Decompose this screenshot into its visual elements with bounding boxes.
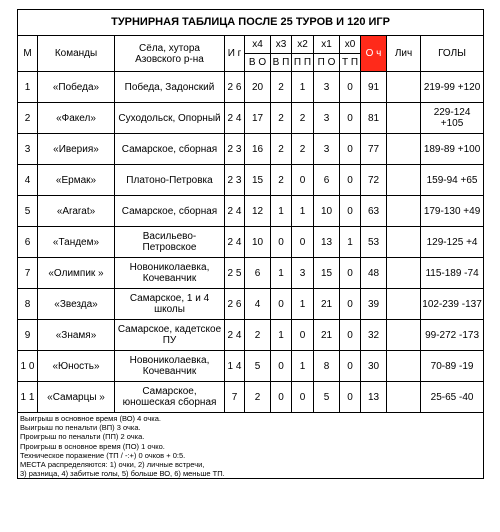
points-cell: 39 (361, 289, 387, 320)
games-cell: 2 4 (225, 227, 245, 258)
tp-cell: 0 (340, 320, 361, 351)
vo-cell: 12 (245, 196, 271, 227)
header-points: О ч (361, 36, 387, 72)
tp-cell: 0 (340, 103, 361, 134)
pp-cell: 0 (292, 320, 314, 351)
header-personal: Лич (387, 36, 421, 72)
team-cell: «Юность» (38, 351, 115, 382)
header-vo: В О (245, 54, 271, 72)
table-row (18, 103, 484, 134)
points-cell: 81 (361, 103, 387, 134)
games-cell: 2 3 (225, 134, 245, 165)
note-line: Проигрыш в основное время (ПО) 1 очко. (20, 441, 165, 451)
points-cell: 91 (361, 72, 387, 103)
po-cell: 10 (314, 196, 340, 227)
team-cell: «Ермак» (38, 165, 115, 196)
table-row (18, 351, 484, 382)
pp-cell: 2 (292, 134, 314, 165)
tp-cell: 0 (340, 351, 361, 382)
pp-cell: 1 (292, 196, 314, 227)
village-cell: Самарское, сборная (115, 196, 225, 227)
place-cell: 5 (18, 196, 38, 227)
po-cell: 21 (314, 320, 340, 351)
personal-cell (387, 165, 421, 196)
tp-cell: 0 (340, 196, 361, 227)
points-cell: 48 (361, 258, 387, 289)
points-cell: 72 (361, 165, 387, 196)
games-cell: 2 5 (225, 258, 245, 289)
table-row (18, 258, 484, 289)
personal-cell (387, 320, 421, 351)
team-cell: «Иверия» (38, 134, 115, 165)
personal-cell (387, 258, 421, 289)
vo-cell: 16 (245, 134, 271, 165)
team-cell: «Ararat» (38, 196, 115, 227)
pp-cell: 0 (292, 165, 314, 196)
place-cell: 1 1 (18, 382, 38, 413)
po-cell: 3 (314, 103, 340, 134)
table-row (18, 289, 484, 320)
games-cell: 2 4 (225, 196, 245, 227)
vp-cell: 2 (271, 134, 292, 165)
vp-cell: 0 (271, 382, 292, 413)
note-line: Техническое поражение (ТП / -:+) 0 очков + 0:5. (20, 450, 186, 460)
goals-cell: 70-89 -19 (421, 351, 484, 382)
vo-cell: 4 (245, 289, 271, 320)
place-cell: 3 (18, 134, 38, 165)
personal-cell (387, 72, 421, 103)
tp-cell: 0 (340, 72, 361, 103)
vp-cell: 1 (271, 196, 292, 227)
village-cell: Платоно-Петровка (115, 165, 225, 196)
header-goals: ГОЛЫ (421, 36, 484, 72)
vo-cell: 5 (245, 351, 271, 382)
tp-cell: 0 (340, 382, 361, 413)
place-cell: 6 (18, 227, 38, 258)
goals-cell: 129-125 +4 (421, 227, 484, 258)
table-row (18, 196, 484, 227)
games-cell: 2 4 (225, 320, 245, 351)
vp-cell: 2 (271, 72, 292, 103)
header-x0: х0 (340, 36, 361, 54)
pp-cell: 0 (292, 382, 314, 413)
note-line: Выигрыш в основное время (ВО) 4 очка. (20, 414, 161, 423)
team-cell: «Звезда» (38, 289, 115, 320)
table-title: ТУРНИРНАЯ ТАБЛИЦА ПОСЛЕ 25 ТУРОВ И 120 ИГР (18, 10, 484, 36)
place-cell: 8 (18, 289, 38, 320)
team-cell: «Победа» (38, 72, 115, 103)
village-cell: Победа, Задонский (115, 72, 225, 103)
vp-cell: 2 (271, 103, 292, 134)
po-cell: 8 (314, 351, 340, 382)
header-x2: х2 (292, 36, 314, 54)
header-po: П О (314, 54, 340, 72)
games-cell: 2 6 (225, 72, 245, 103)
table-row (18, 227, 484, 258)
personal-cell (387, 351, 421, 382)
tp-cell: 0 (340, 165, 361, 196)
village-cell: Васильево-Петровское (115, 227, 225, 258)
points-cell: 32 (361, 320, 387, 351)
personal-cell (387, 289, 421, 320)
po-cell: 15 (314, 258, 340, 289)
team-cell: «Факел» (38, 103, 115, 134)
games-cell: 7 (225, 382, 245, 413)
vo-cell: 2 (245, 320, 271, 351)
pp-cell: 1 (292, 289, 314, 320)
note-line: МЕСТА распределяются: 1) очки, 2) личные встречи, (20, 460, 205, 470)
games-cell: 2 6 (225, 289, 245, 320)
games-cell: 2 4 (225, 103, 245, 134)
po-cell: 5 (314, 382, 340, 413)
team-cell: «Олимпик » (38, 258, 115, 289)
place-cell: 7 (18, 258, 38, 289)
points-cell: 77 (361, 134, 387, 165)
po-cell: 21 (314, 289, 340, 320)
vo-cell: 20 (245, 72, 271, 103)
vp-cell: 2 (271, 165, 292, 196)
table-row (18, 382, 484, 413)
note-line: Выигрыш по пенальти (ВП) 3 очка. (20, 423, 141, 433)
note-line: Проигрыш по пенальти (ПП) 2 очка. (20, 432, 145, 442)
games-cell: 2 3 (225, 165, 245, 196)
pp-cell: 0 (292, 227, 314, 258)
header-x1: х1 (314, 36, 340, 54)
header-x3: х3 (271, 36, 292, 54)
tp-cell: 0 (340, 289, 361, 320)
vp-cell: 0 (271, 351, 292, 382)
po-cell: 3 (314, 72, 340, 103)
village-cell: Самарское, 1 и 4 школы (115, 289, 225, 320)
header-vp: В П (271, 54, 292, 72)
points-cell: 13 (361, 382, 387, 413)
po-cell: 6 (314, 165, 340, 196)
table-row (18, 320, 484, 351)
header-m: М (18, 36, 38, 72)
team-cell: «Знамя» (38, 320, 115, 351)
goals-cell: 102-239 -137 (421, 289, 484, 320)
games-cell: 1 4 (225, 351, 245, 382)
place-cell: 1 0 (18, 351, 38, 382)
village-cell: Суходольск, Опорный (115, 103, 225, 134)
village-cell: Самарское, сборная (115, 134, 225, 165)
place-cell: 2 (18, 103, 38, 134)
goals-cell: 179-130 +49 (421, 196, 484, 227)
village-cell: Самарское, кадетское ПУ (115, 320, 225, 351)
pp-cell: 3 (292, 258, 314, 289)
vo-cell: 17 (245, 103, 271, 134)
place-cell: 1 (18, 72, 38, 103)
header-tp: Т П (340, 54, 361, 72)
points-cell: 30 (361, 351, 387, 382)
header-team: Команды (38, 36, 115, 72)
goals-cell: 115-189 -74 (421, 258, 484, 289)
goals-cell: 219-99 +120 (421, 72, 484, 103)
standings-table (17, 9, 484, 479)
place-cell: 9 (18, 320, 38, 351)
tp-cell: 0 (340, 134, 361, 165)
pp-cell: 2 (292, 103, 314, 134)
place-cell: 4 (18, 165, 38, 196)
tp-cell: 0 (340, 258, 361, 289)
table-row (18, 165, 484, 196)
personal-cell (387, 196, 421, 227)
personal-cell (387, 103, 421, 134)
pp-cell: 1 (292, 351, 314, 382)
vp-cell: 0 (271, 227, 292, 258)
goals-cell: 229-124 +105 (421, 103, 484, 134)
village-cell: Самарское, юношеская сборная (115, 382, 225, 413)
note-line: 3) разница, 4) забитые голы, 5) больше ВО, 6) меньше ТП. (20, 469, 225, 479)
goals-cell: 159-94 +65 (421, 165, 484, 196)
team-cell: «Самарцы » (38, 382, 115, 413)
goals-cell: 189-89 +100 (421, 134, 484, 165)
header-pp: П П (292, 54, 314, 72)
vp-cell: 1 (271, 320, 292, 351)
village-cell: Новониколаевка, Кочеванчик (115, 258, 225, 289)
po-cell: 3 (314, 134, 340, 165)
goals-cell: 25-65 -40 (421, 382, 484, 413)
team-cell: «Тандем» (38, 227, 115, 258)
table-row (18, 72, 484, 103)
vp-cell: 0 (271, 289, 292, 320)
header-games: И г (225, 36, 245, 72)
vo-cell: 15 (245, 165, 271, 196)
po-cell: 13 (314, 227, 340, 258)
vo-cell: 10 (245, 227, 271, 258)
vo-cell: 2 (245, 382, 271, 413)
pp-cell: 1 (292, 72, 314, 103)
tournament-sheet (17, 9, 483, 479)
points-cell: 63 (361, 196, 387, 227)
personal-cell (387, 382, 421, 413)
tp-cell: 1 (340, 227, 361, 258)
header-x4: х4 (245, 36, 271, 54)
header-village: Сёла, хутора Азовского р-на (115, 36, 225, 72)
goals-cell: 99-272 -173 (421, 320, 484, 351)
vp-cell: 1 (271, 258, 292, 289)
village-cell: Новониколаевка, Кочеванчик (115, 351, 225, 382)
vo-cell: 6 (245, 258, 271, 289)
personal-cell (387, 227, 421, 258)
personal-cell (387, 134, 421, 165)
notes-block (18, 413, 484, 479)
table-row (18, 134, 484, 165)
points-cell: 53 (361, 227, 387, 258)
